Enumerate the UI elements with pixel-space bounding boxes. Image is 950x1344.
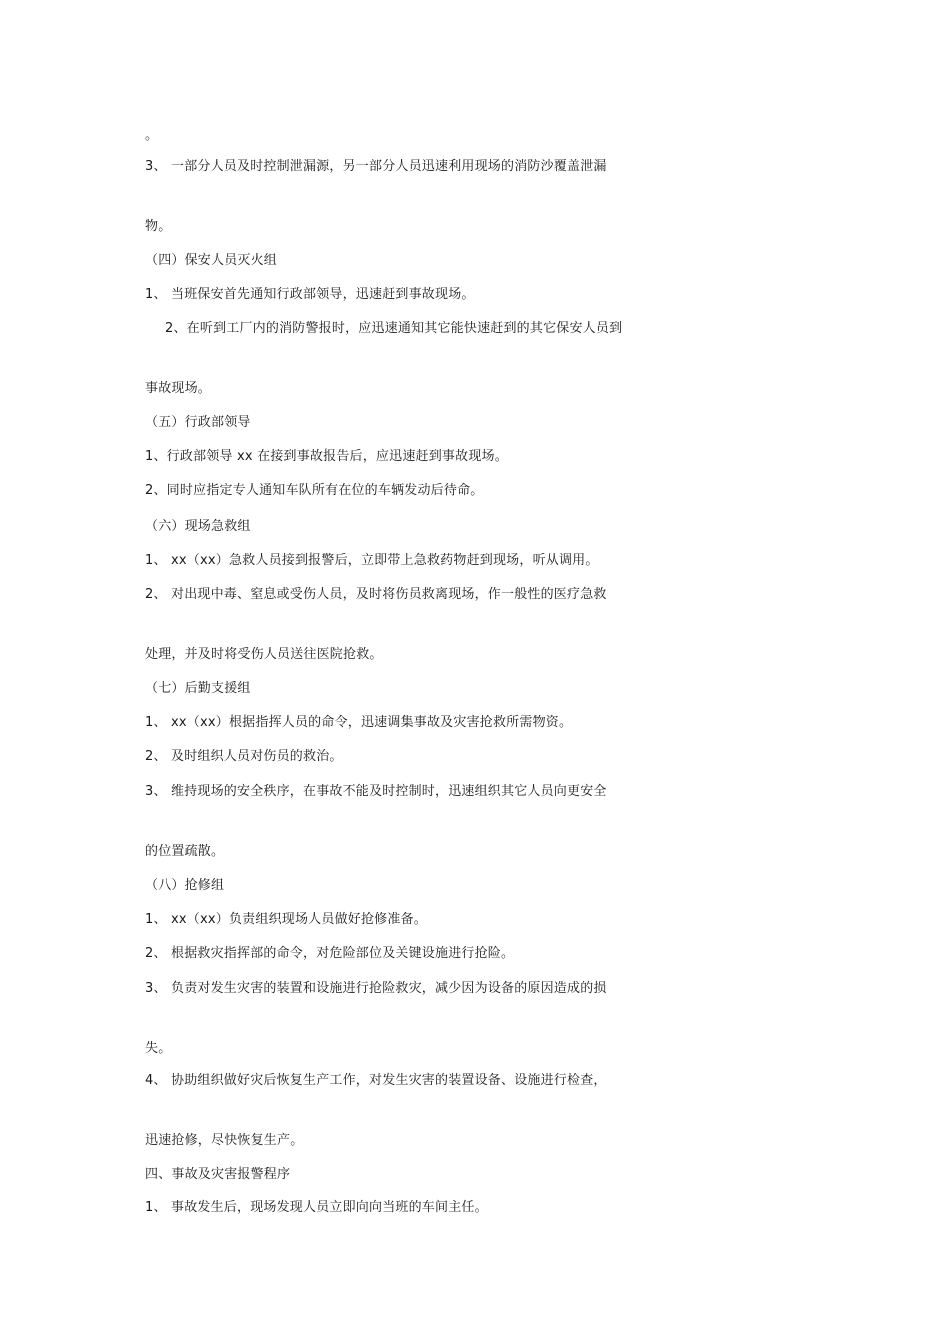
section-heading: （四）保安人员灭火组 xyxy=(145,253,278,268)
section-heading: 四、事故及灾害报警程序 xyxy=(145,1167,291,1182)
text-line: 迅速抢修，尽快恢复生产。 xyxy=(145,1133,304,1148)
text-line: 2、 根据救灾指挥部的命令，对危险部位及关键设施进行抢险。 xyxy=(145,946,515,961)
text-line: 1、 当班保安首先通知行政部领导，迅速赶到事故现场。 xyxy=(145,287,475,302)
text-line: 1、行政部领导 xx 在接到事故报告后，应迅速赶到事故现场。 xyxy=(145,449,508,464)
text-line: 2、在听到工厂内的消防警报时，应迅速通知其它能快速赶到的其它保安人员到 xyxy=(165,321,623,336)
text-line: 2、 对出现中毒、窒息或受伤人员，及时将伤员救离现场，作一般性的医疗急救 xyxy=(145,587,607,602)
section-heading: （五）行政部领导 xyxy=(145,415,251,430)
text-line: 1、 xx（xx）根据指挥人员的命令，迅速调集事故及灾害抢救所需物资。 xyxy=(145,715,573,730)
text-line: 的位置疏散。 xyxy=(145,844,225,859)
text-line: 3、 负责对发生灾害的装置和设施进行抢险救灾，减少因为设备的原因造成的损 xyxy=(145,981,607,996)
text-line: 事故现场。 xyxy=(145,381,212,396)
text-line: 2、 及时组织人员对伤员的救治。 xyxy=(145,749,343,764)
text-line: 3、 维持现场的安全秩序，在事故不能及时控制时，迅速组织其它人员向更安全 xyxy=(145,784,607,799)
text-line: 4、 协助组织做好灾后恢复生产工作，对发生灾害的装置设备、设施进行检查， xyxy=(145,1073,607,1088)
section-heading: （六）现场急救组 xyxy=(145,519,251,534)
text-line: 3、 一部分人员及时控制泄漏源，另一部分人员迅速利用现场的消防沙覆盖泄漏 xyxy=(145,159,607,174)
text-line: 处理，并及时将受伤人员送往医院抢救。 xyxy=(145,647,383,662)
text-line: 。 xyxy=(145,128,159,143)
text-line: 失。 xyxy=(145,1041,172,1056)
text-line: 2、同时应指定专人通知车队所有在位的车辆发动后待命。 xyxy=(145,483,484,498)
section-heading: （七）后勤支援组 xyxy=(145,681,251,696)
text-line: 1、 事故发生后，现场发现人员立即向向当班的车间主任。 xyxy=(145,1200,488,1215)
section-heading: （八）抢修组 xyxy=(145,878,225,893)
text-line: 1、 xx（xx）急救人员接到报警后，立即带上急救药物赶到现场，听从调用。 xyxy=(145,553,599,568)
text-line: 物。 xyxy=(145,219,172,234)
text-line: 1、 xx（xx）负责组织现场人员做好抢修准备。 xyxy=(145,912,427,927)
